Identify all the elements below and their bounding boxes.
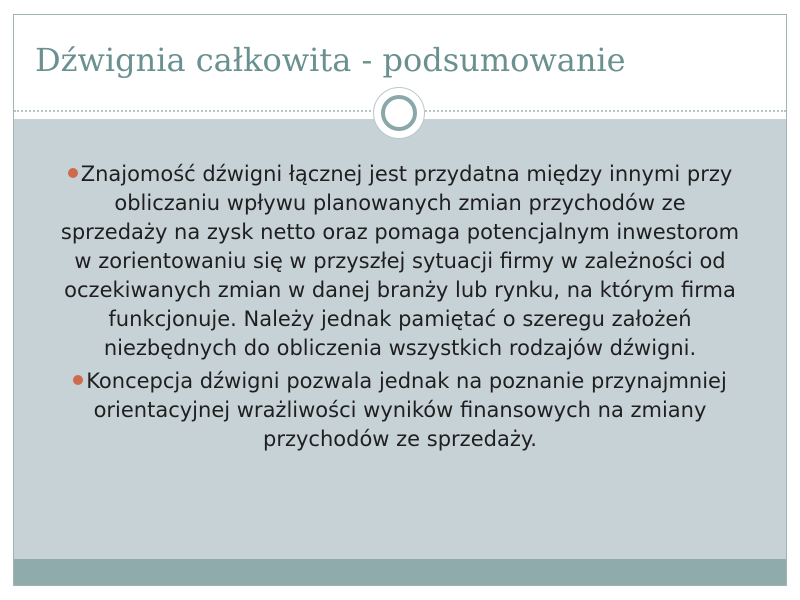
- ring-ornament-inner: [381, 95, 417, 131]
- ring-ornament-icon: [373, 87, 425, 139]
- bullet-dot-icon: [73, 375, 83, 385]
- footer-band: [14, 559, 786, 585]
- bullet-text: Koncepcja dźwigni pozwala jednak na poznanie przynajmniej orientacyjnej wrażliwości wyników finansowych na zmiany przychodów ze sprzedaży.: [86, 369, 727, 451]
- slide-title: Dźwignia całkowita - podsumowanie: [35, 41, 626, 79]
- bullet-text: Znajomość dźwigni łącznej jest przydatna między innymi przy obliczaniu wpływu planowanych zmian przychodów ze sprzedaży na zysk netto oraz pomaga potencjalnym inwestorom w zorientowaniu się w przyszłej sytuacji firmy w zależności od oczekiwanych zmian w danej branży lub rynku, na którym firma funkcjonuje. Należy jednak pamiętać o szeregu założeń niezbędnych do obliczenia wszystkich rodzajów dźwigni.: [60, 162, 740, 360]
- bullet-list: [60, 160, 740, 458]
- bullet-item: [60, 160, 740, 363]
- bullet-item: [60, 367, 740, 454]
- bullet-dot-icon: [68, 168, 78, 178]
